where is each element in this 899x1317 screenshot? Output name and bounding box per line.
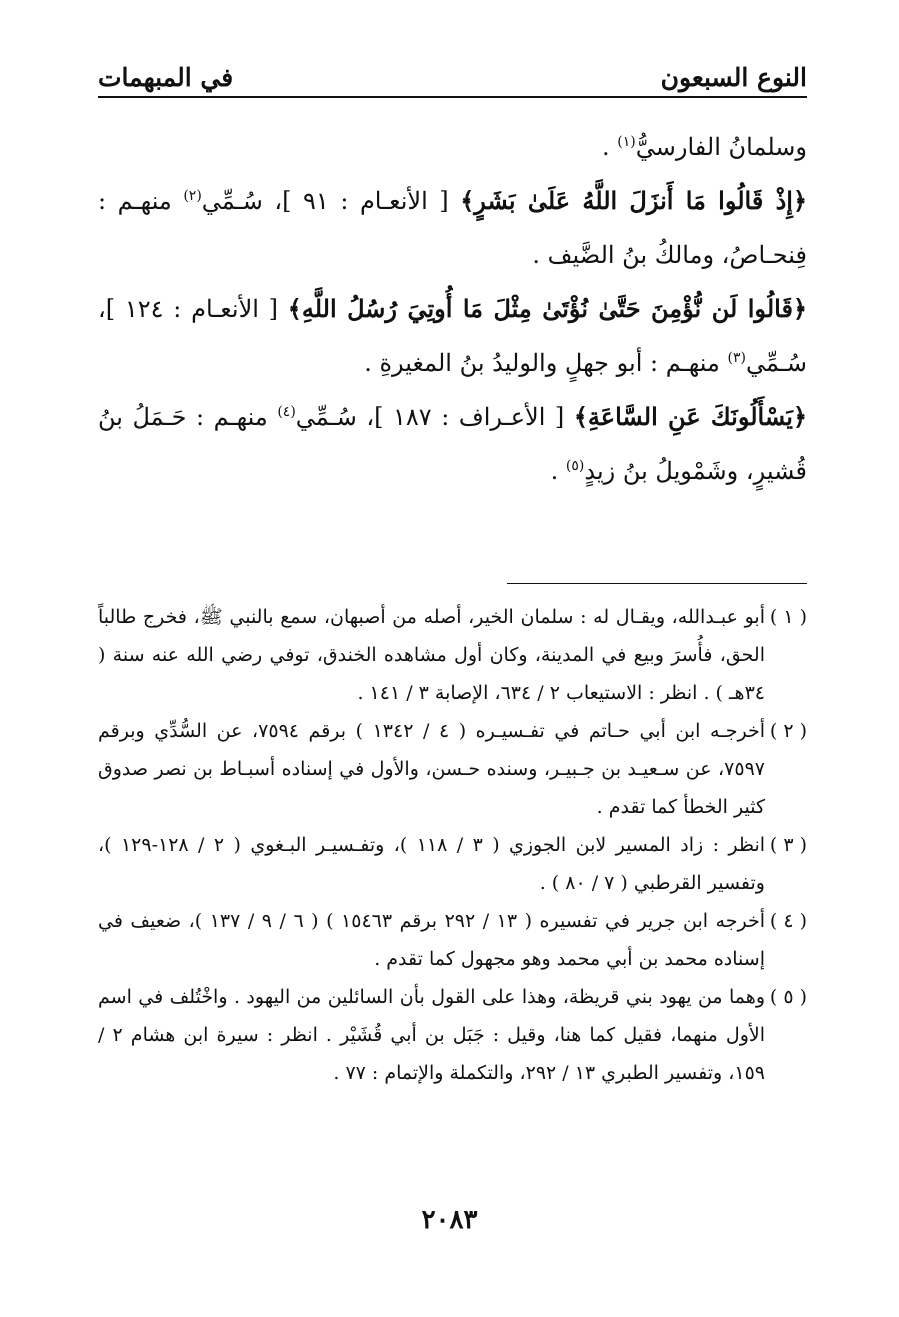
ornate-bracket-close: ﴾ (287, 294, 302, 323)
main-text (98, 120, 807, 498)
footnote-5 (98, 978, 807, 1092)
paragraph-araf-187: ﴿يَسْأَلُونَكَ عَنِ السَّاعَةِ﴾ [ الأعـراف : ١٨٧ ]، سُـمِّي$^{(٤)}$ منهـم : حَـمَلُ بنُ قُشيرٍ، وشَمْويلُ بنُ زيدٍ$^{(٥)}$ . (98, 402, 807, 485)
footnote-number: ( ٥ ) (769, 986, 807, 1008)
footnote-ref-5[interactable]: (٥) (565, 458, 585, 474)
footnote-number: ( ٢ ) (769, 720, 808, 742)
quran-verse: قَالُوا لَن نُّؤْمِنَ حَتَّىٰ نُؤْتَىٰ مِثْلَ مَا أُوتِيَ رُسُلُ اللَّهِ (301, 294, 793, 323)
footnote-text: أخرجه ابن جرير في تفسيره ( ١٣ / ٢٩٢ برقم ١٥٤٦٣ ) ( ٦ / ٩ / ١٣٧ )، ضعيف في إسناده محمد بن أبي محمد وهو مجهول كما تقدم . (98, 910, 765, 970)
footnote-ref-1[interactable]: (١) (617, 134, 636, 150)
footnote-4 (98, 902, 807, 978)
quran-verse: يَسْأَلُونَكَ عَنِ السَّاعَةِ (587, 402, 793, 431)
footnote-text: أخرجـه ابن أبي حـاتم في تفـسيـره ( ٤ / ١٣٤٢ ) برقم ٧٥٩٤، عن السُّدِّي وبرقم ٧٥٩٧، عن سـعيـد بن جـبيـر، وسنده حـسن، والأول في إسناده أسبـاط بن نصر صدوق كثير الخطأ كما تقدم . (98, 720, 766, 818)
ornate-bracket-open: ﴿ (792, 294, 807, 323)
verse-citation: [ الأنعـام : ١٢٤ ]، سُـمِّي (98, 295, 807, 377)
footnotes (98, 598, 807, 1092)
footnote-1 (98, 598, 807, 712)
quran-verse: إِذْ قَالُوا مَا أَنزَلَ اللَّهُ عَلَىٰ بَشَرٍ (474, 186, 793, 215)
ornate-bracket-close: ﴾ (573, 402, 588, 431)
verse-citation: [ الأعـراف : ١٨٧ ]، سُـمِّي (295, 403, 574, 431)
paragraph-anam-91: ﴿إِذْ قَالُوا مَا أَنزَلَ اللَّهُ عَلَىٰ بَشَرٍ﴾ [ الأنعـام : ٩١ ]، سُـمِّي$^{(٢)}$ منهـم : فِنحـاصُ، ومالكُ بنُ الضَّيف . (98, 186, 807, 269)
footnote-number: ( ١ ) (769, 606, 807, 628)
ornate-bracket-open: ﴿ (792, 186, 807, 215)
footnote-ref-4[interactable]: (٤) (277, 404, 296, 420)
footnote-2 (98, 712, 807, 826)
section-title: في المبهمات (98, 63, 234, 92)
page-number: ٢٠٨٣ (421, 1205, 478, 1235)
ornate-bracket-open: ﴿ (792, 402, 807, 431)
footnote-ref-2[interactable]: (٢) (183, 188, 202, 204)
footnote-text: وهما من يهود بني قريظة، وهذا على القول بأن السائلين من اليهود . واخْتُلف في اسم الأول منهما، فقيل كما هنا، وقيل : جَبَل بن أبي قُشَيْر . انظر : سيرة ابن هشام ٢ / ١٥٩، وتفسير الطبري ١٣ / ٢٩٢، والتكملة والإتمام : ٧٧ . (98, 986, 765, 1084)
paragraph-salman: وسلمانُ الفارسيُّ$^{(١)}$ . (602, 133, 807, 161)
verse-citation: [ الأنعـام : ٩١ ]، سُـمِّي (201, 187, 461, 215)
chapter-title: النوع السبعون (660, 63, 807, 92)
footnote-text: انظر : زاد المسير لابن الجوزي ( ٣ / ١١٨ )، وتفـسيـر البـغوي ( ٢ / ١٢٨-١٢٩ )، وتفسير القرطبي ( ٧ / ٨٠ ) . (98, 834, 766, 894)
paragraph-anam-124: ﴿قَالُوا لَن نُّؤْمِنَ حَتَّىٰ نُؤْتَىٰ مِثْلَ مَا أُوتِيَ رُسُلُ اللَّهِ﴾ [ الأنعـام : ١٢٤ ]، سُـمِّي$^{(٣)}$ منهـم : أبو جهلٍ والوليدُ بنُ المغيرةِ . (98, 294, 807, 377)
footnote-3 (98, 826, 807, 902)
ornate-bracket-close: ﴾ (460, 186, 475, 215)
footnote-text: أبو عبـدالله، ويقـال له : سلمان الخير، أصله من أصبهان، سمع بالنبي ﷺ، فخرج طالباً الحق، فأُسرَ وبيع في المدينة، وكان أول مشاهده الخندق، توفي رضي الله عنه سنة ( ٣٤هـ ) . انظر : الاستيعاب ٢ / ٦٣٤، الإصابة ٣ / ١٤١ . (98, 606, 765, 704)
header-rule (98, 96, 807, 98)
footnote-number: ( ٣ ) (769, 834, 808, 856)
footnote-ref-3[interactable]: (٣) (727, 350, 746, 366)
footnote-number: ( ٤ ) (769, 910, 807, 932)
footnote-separator (507, 583, 807, 584)
running-header (98, 52, 807, 92)
